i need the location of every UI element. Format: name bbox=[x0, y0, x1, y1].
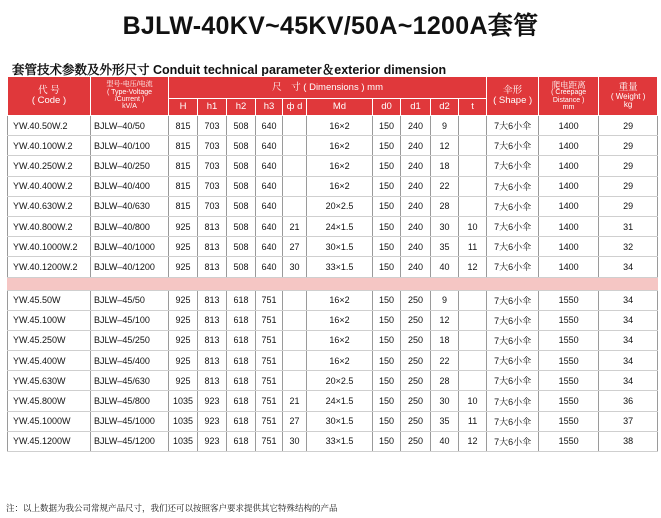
cell-h2: 618 bbox=[227, 411, 256, 431]
header-sub-t: t bbox=[459, 99, 487, 116]
cell-code: YW.40.250W.2 bbox=[8, 156, 91, 176]
cell-creepage: 1400 bbox=[539, 136, 599, 156]
cell-shape: 7大6小伞 bbox=[487, 196, 539, 216]
cell-h3: 640 bbox=[256, 257, 283, 277]
cell-code: YW.45.100W bbox=[8, 310, 91, 330]
table-row bbox=[8, 116, 658, 136]
cell-creepage: 1400 bbox=[539, 216, 599, 236]
cell-H: 815 bbox=[169, 156, 198, 176]
cell-h2: 618 bbox=[227, 371, 256, 391]
cell-code: YW.45.1000W bbox=[8, 411, 91, 431]
cell-h3: 751 bbox=[256, 310, 283, 330]
cell-code: YW.40.1200W.2 bbox=[8, 257, 91, 277]
table-row bbox=[8, 371, 658, 391]
cell-h2: 508 bbox=[227, 176, 256, 196]
cell-creepage: 1550 bbox=[539, 431, 599, 451]
table-row bbox=[8, 351, 658, 371]
cell-md: 16×2 bbox=[307, 310, 373, 330]
cell-h2: 618 bbox=[227, 330, 256, 350]
cell-creepage: 1550 bbox=[539, 310, 599, 330]
cell-weight: 34 bbox=[599, 257, 658, 277]
header-sub-phid: ф d bbox=[283, 99, 307, 116]
table-row bbox=[8, 196, 658, 216]
group-separator bbox=[8, 277, 658, 290]
header-shape bbox=[487, 77, 539, 116]
cell-type: BJLW–45/800 bbox=[91, 391, 169, 411]
cell-d1: 250 bbox=[401, 371, 431, 391]
cell-code: YW.45.400W bbox=[8, 351, 91, 371]
table-row bbox=[8, 431, 658, 451]
cell-d2: 28 bbox=[431, 371, 459, 391]
cell-t: 11 bbox=[459, 237, 487, 257]
cell-d2: 30 bbox=[431, 391, 459, 411]
cell-shape: 7大6小伞 bbox=[487, 237, 539, 257]
cell-d2: 35 bbox=[431, 411, 459, 431]
cell-creepage: 1400 bbox=[539, 257, 599, 277]
cell-h2: 508 bbox=[227, 116, 256, 136]
cell-h1: 813 bbox=[198, 290, 227, 310]
cell-d2: 35 bbox=[431, 237, 459, 257]
cell-shape: 7大6小伞 bbox=[487, 257, 539, 277]
cell-h1: 703 bbox=[198, 116, 227, 136]
cell-md: 30×1.5 bbox=[307, 411, 373, 431]
cell-phid bbox=[283, 310, 307, 330]
cell-d0: 150 bbox=[373, 391, 401, 411]
cell-h1: 813 bbox=[198, 330, 227, 350]
cell-d0: 150 bbox=[373, 290, 401, 310]
header-sub-h3: h3 bbox=[256, 99, 283, 116]
cell-shape: 7大6小伞 bbox=[487, 330, 539, 350]
cell-md: 16×2 bbox=[307, 330, 373, 350]
cell-type: BJLW–40/100 bbox=[91, 136, 169, 156]
cell-t: 12 bbox=[459, 431, 487, 451]
cell-d0: 150 bbox=[373, 116, 401, 136]
cell-h2: 618 bbox=[227, 391, 256, 411]
header-code-en: ( Code ) bbox=[31, 95, 67, 106]
cell-d1: 250 bbox=[401, 351, 431, 371]
cell-shape: 7大6小伞 bbox=[487, 290, 539, 310]
cell-d2: 9 bbox=[431, 290, 459, 310]
cell-h1: 703 bbox=[198, 176, 227, 196]
header-sub-h2: h2 bbox=[227, 99, 256, 116]
cell-creepage: 1550 bbox=[539, 391, 599, 411]
page-title: BJLW-40KV~45KV/50A~1200A套管 bbox=[122, 12, 539, 40]
cell-H: 815 bbox=[169, 116, 198, 136]
cell-d0: 150 bbox=[373, 310, 401, 330]
cell-t bbox=[459, 116, 487, 136]
cell-d0: 150 bbox=[373, 136, 401, 156]
cell-type: BJLW–40/1000 bbox=[91, 237, 169, 257]
table-row bbox=[8, 237, 658, 257]
header-type bbox=[91, 77, 169, 116]
cell-phid: 30 bbox=[283, 431, 307, 451]
header-type-en2: /Current ) bbox=[114, 96, 145, 103]
header-shape-en: ( Shape ) bbox=[493, 95, 533, 106]
cell-h2: 508 bbox=[227, 156, 256, 176]
cell-d1: 250 bbox=[401, 290, 431, 310]
cell-weight: 37 bbox=[599, 411, 658, 431]
cell-t: 10 bbox=[459, 216, 487, 236]
cell-phid bbox=[283, 136, 307, 156]
cell-d2: 30 bbox=[431, 216, 459, 236]
cell-H: 815 bbox=[169, 196, 198, 216]
cell-h2: 618 bbox=[227, 351, 256, 371]
cell-d1: 240 bbox=[401, 136, 431, 156]
cell-t bbox=[459, 290, 487, 310]
cell-creepage: 1550 bbox=[539, 330, 599, 350]
table-row bbox=[8, 257, 658, 277]
cell-d1: 240 bbox=[401, 116, 431, 136]
table-row bbox=[8, 290, 658, 310]
cell-type: BJLW–45/250 bbox=[91, 330, 169, 350]
cell-type: BJLW–45/1200 bbox=[91, 431, 169, 451]
cell-code: YW.40.1000W.2 bbox=[8, 237, 91, 257]
cell-code: YW.45.800W bbox=[8, 391, 91, 411]
cell-H: 1035 bbox=[169, 431, 198, 451]
cell-d0: 150 bbox=[373, 237, 401, 257]
cell-shape: 7大6小伞 bbox=[487, 310, 539, 330]
header-weight-en2: kg bbox=[623, 99, 633, 109]
cell-shape: 7大6小伞 bbox=[487, 156, 539, 176]
cell-h1: 923 bbox=[198, 431, 227, 451]
table-row bbox=[8, 391, 658, 411]
cell-h2: 618 bbox=[227, 431, 256, 451]
header-weight bbox=[599, 77, 658, 116]
cell-d1: 240 bbox=[401, 257, 431, 277]
cell-md: 24×1.5 bbox=[307, 216, 373, 236]
cell-d1: 250 bbox=[401, 391, 431, 411]
cell-h3: 640 bbox=[256, 237, 283, 257]
cell-creepage: 1400 bbox=[539, 116, 599, 136]
cell-H: 925 bbox=[169, 216, 198, 236]
cell-type: BJLW–40/250 bbox=[91, 156, 169, 176]
cell-h2: 618 bbox=[227, 310, 256, 330]
cell-d2: 18 bbox=[431, 330, 459, 350]
cell-phid: 21 bbox=[283, 216, 307, 236]
cell-h2: 508 bbox=[227, 257, 256, 277]
cell-t bbox=[459, 176, 487, 196]
header-sub-d1: d1 bbox=[401, 99, 431, 116]
cell-type: BJLW–45/50 bbox=[91, 290, 169, 310]
cell-weight: 34 bbox=[599, 290, 658, 310]
cell-h1: 703 bbox=[198, 196, 227, 216]
cell-h3: 640 bbox=[256, 136, 283, 156]
cell-creepage: 1550 bbox=[539, 351, 599, 371]
cell-d0: 150 bbox=[373, 371, 401, 391]
cell-h3: 640 bbox=[256, 216, 283, 236]
cell-d2: 22 bbox=[431, 351, 459, 371]
cell-weight: 29 bbox=[599, 116, 658, 136]
cell-d1: 240 bbox=[401, 176, 431, 196]
cell-d2: 18 bbox=[431, 156, 459, 176]
cell-md: 16×2 bbox=[307, 290, 373, 310]
cell-t bbox=[459, 196, 487, 216]
header-dimensions: 尺 寸 ( Dimensions ) mm bbox=[169, 77, 487, 99]
header-weight-cn: 重量 bbox=[618, 81, 638, 93]
header-creep-en3: mm bbox=[562, 104, 575, 112]
cell-h1: 813 bbox=[198, 351, 227, 371]
cell-md: 16×2 bbox=[307, 156, 373, 176]
cell-phid bbox=[283, 371, 307, 391]
cell-md: 20×2.5 bbox=[307, 196, 373, 216]
cell-H: 925 bbox=[169, 237, 198, 257]
header-sub-d2: d2 bbox=[431, 99, 459, 116]
cell-h2: 508 bbox=[227, 196, 256, 216]
header-sub-md: Md bbox=[307, 99, 373, 116]
cell-type: BJLW–45/1000 bbox=[91, 411, 169, 431]
cell-d0: 150 bbox=[373, 156, 401, 176]
cell-creepage: 1400 bbox=[539, 237, 599, 257]
cell-md: 33×1.5 bbox=[307, 257, 373, 277]
cell-md: 16×2 bbox=[307, 351, 373, 371]
cell-type: BJLW–40/400 bbox=[91, 176, 169, 196]
cell-H: 1035 bbox=[169, 411, 198, 431]
cell-shape: 7大6小伞 bbox=[487, 216, 539, 236]
cell-d0: 150 bbox=[373, 196, 401, 216]
cell-h1: 923 bbox=[198, 411, 227, 431]
header-type-cn: 型号-电压/电流 bbox=[106, 81, 153, 89]
cell-weight: 29 bbox=[599, 136, 658, 156]
cell-d1: 250 bbox=[401, 411, 431, 431]
cell-d2: 12 bbox=[431, 136, 459, 156]
cell-code: YW.40.50W.2 bbox=[8, 116, 91, 136]
header-creep-en2: Distance ) bbox=[552, 96, 585, 104]
cell-weight: 34 bbox=[599, 371, 658, 391]
table-row bbox=[8, 330, 658, 350]
cell-md: 24×1.5 bbox=[307, 391, 373, 411]
cell-type: BJLW–40/1200 bbox=[91, 257, 169, 277]
cell-weight: 32 bbox=[599, 237, 658, 257]
cell-creepage: 1550 bbox=[539, 290, 599, 310]
header-shape-cn: 伞形 bbox=[503, 85, 523, 97]
header-sub-d0: d0 bbox=[373, 99, 401, 116]
header-creep-en1: ( Creepage bbox=[551, 89, 587, 97]
cell-H: 815 bbox=[169, 136, 198, 156]
cell-type: BJLW–45/400 bbox=[91, 351, 169, 371]
cell-H: 1035 bbox=[169, 391, 198, 411]
cell-code: YW.40.800W.2 bbox=[8, 216, 91, 236]
cell-shape: 7大6小伞 bbox=[487, 136, 539, 156]
cell-h2: 508 bbox=[227, 216, 256, 236]
cell-type: BJLW–40/800 bbox=[91, 216, 169, 236]
cell-d0: 150 bbox=[373, 176, 401, 196]
separator-cell bbox=[8, 277, 658, 290]
cell-t bbox=[459, 351, 487, 371]
cell-phid bbox=[283, 290, 307, 310]
cell-h3: 751 bbox=[256, 330, 283, 350]
header-creepage bbox=[539, 77, 599, 116]
table-caption: 套管技术参数及外形尺寸 Conduit technical parameter＆exterior dimension bbox=[12, 63, 447, 77]
cell-d0: 150 bbox=[373, 330, 401, 350]
cell-h3: 751 bbox=[256, 371, 283, 391]
cell-h3: 640 bbox=[256, 196, 283, 216]
cell-d0: 150 bbox=[373, 411, 401, 431]
cell-md: 16×2 bbox=[307, 176, 373, 196]
table-body bbox=[8, 116, 658, 452]
cell-code: YW.45.630W bbox=[8, 371, 91, 391]
cell-d1: 240 bbox=[401, 156, 431, 176]
cell-d2: 12 bbox=[431, 310, 459, 330]
cell-h3: 640 bbox=[256, 176, 283, 196]
cell-h3: 751 bbox=[256, 391, 283, 411]
cell-md: 20×2.5 bbox=[307, 371, 373, 391]
cell-H: 925 bbox=[169, 371, 198, 391]
cell-phid: 27 bbox=[283, 411, 307, 431]
cell-h3: 640 bbox=[256, 156, 283, 176]
cell-shape: 7大6小伞 bbox=[487, 176, 539, 196]
cell-code: YW.40.400W.2 bbox=[8, 176, 91, 196]
cell-weight: 34 bbox=[599, 330, 658, 350]
cell-h3: 640 bbox=[256, 116, 283, 136]
cell-d1: 250 bbox=[401, 310, 431, 330]
cell-H: 815 bbox=[169, 176, 198, 196]
cell-type: BJLW–40/630 bbox=[91, 196, 169, 216]
cell-h1: 813 bbox=[198, 216, 227, 236]
cell-H: 925 bbox=[169, 351, 198, 371]
cell-creepage: 1400 bbox=[539, 176, 599, 196]
cell-d1: 250 bbox=[401, 431, 431, 451]
cell-creepage: 1550 bbox=[539, 411, 599, 431]
cell-shape: 7大6小伞 bbox=[487, 351, 539, 371]
header-creep-cn: 爬电距离 bbox=[551, 79, 586, 90]
cell-md: 30×1.5 bbox=[307, 237, 373, 257]
cell-h1: 813 bbox=[198, 310, 227, 330]
cell-d2: 40 bbox=[431, 257, 459, 277]
cell-md: 16×2 bbox=[307, 116, 373, 136]
cell-h1: 813 bbox=[198, 237, 227, 257]
cell-t bbox=[459, 156, 487, 176]
table-row bbox=[8, 176, 658, 196]
cell-d0: 150 bbox=[373, 216, 401, 236]
cell-h3: 751 bbox=[256, 351, 283, 371]
cell-code: YW.45.250W bbox=[8, 330, 91, 350]
cell-t bbox=[459, 136, 487, 156]
cell-weight: 29 bbox=[599, 176, 658, 196]
cell-d1: 250 bbox=[401, 330, 431, 350]
cell-h1: 813 bbox=[198, 371, 227, 391]
cell-h2: 508 bbox=[227, 136, 256, 156]
cell-phid bbox=[283, 330, 307, 350]
cell-d2: 28 bbox=[431, 196, 459, 216]
cell-md: 16×2 bbox=[307, 136, 373, 156]
cell-type: BJLW–40/50 bbox=[91, 116, 169, 136]
cell-phid bbox=[283, 156, 307, 176]
cell-shape: 7大6小伞 bbox=[487, 116, 539, 136]
cell-t: 10 bbox=[459, 391, 487, 411]
header-sub-H: H bbox=[169, 99, 198, 116]
cell-t bbox=[459, 310, 487, 330]
cell-h2: 618 bbox=[227, 290, 256, 310]
cell-H: 925 bbox=[169, 257, 198, 277]
cell-d0: 150 bbox=[373, 257, 401, 277]
cell-code: YW.40.630W.2 bbox=[8, 196, 91, 216]
cell-H: 925 bbox=[169, 310, 198, 330]
cell-d2: 40 bbox=[431, 431, 459, 451]
cell-d2: 22 bbox=[431, 176, 459, 196]
cell-h1: 923 bbox=[198, 391, 227, 411]
cell-weight: 29 bbox=[599, 156, 658, 176]
cell-t bbox=[459, 330, 487, 350]
cell-h3: 751 bbox=[256, 431, 283, 451]
cell-d2: 9 bbox=[431, 116, 459, 136]
cell-code: YW.40.100W.2 bbox=[8, 136, 91, 156]
cell-weight: 36 bbox=[599, 391, 658, 411]
cell-shape: 7大6小伞 bbox=[487, 371, 539, 391]
cell-type: BJLW–45/630 bbox=[91, 371, 169, 391]
cell-weight: 34 bbox=[599, 351, 658, 371]
table-row bbox=[8, 411, 658, 431]
cell-h1: 703 bbox=[198, 136, 227, 156]
cell-h1: 813 bbox=[198, 257, 227, 277]
cell-d0: 150 bbox=[373, 431, 401, 451]
cell-H: 925 bbox=[169, 330, 198, 350]
table-row bbox=[8, 216, 658, 236]
cell-weight: 34 bbox=[599, 310, 658, 330]
cell-weight: 29 bbox=[599, 196, 658, 216]
cell-h1: 703 bbox=[198, 156, 227, 176]
cell-d0: 150 bbox=[373, 351, 401, 371]
cell-t bbox=[459, 371, 487, 391]
cell-shape: 7大6小伞 bbox=[487, 391, 539, 411]
cell-phid bbox=[283, 196, 307, 216]
cell-phid: 21 bbox=[283, 391, 307, 411]
cell-h3: 751 bbox=[256, 290, 283, 310]
cell-t: 12 bbox=[459, 257, 487, 277]
header-code bbox=[8, 77, 91, 116]
cell-d1: 240 bbox=[401, 216, 431, 236]
cell-h2: 508 bbox=[227, 237, 256, 257]
header-sub-h1: h1 bbox=[198, 99, 227, 116]
table-row bbox=[8, 156, 658, 176]
cell-d1: 240 bbox=[401, 237, 431, 257]
cell-creepage: 1550 bbox=[539, 371, 599, 391]
cell-creepage: 1400 bbox=[539, 196, 599, 216]
cell-h3: 751 bbox=[256, 411, 283, 431]
cell-creepage: 1400 bbox=[539, 156, 599, 176]
cell-shape: 7大6小伞 bbox=[487, 431, 539, 451]
footnote: 注：以上数据为我公司常规产品尺寸，我们还可以按照客户要求提供其它特殊结构的产品 bbox=[6, 503, 338, 513]
header-code-cn: 代 号 bbox=[38, 85, 60, 97]
cell-phid: 30 bbox=[283, 257, 307, 277]
header-type-en1: ( Type-Voltage bbox=[106, 88, 152, 96]
cell-phid bbox=[283, 176, 307, 196]
spec-table bbox=[7, 76, 658, 452]
table-row bbox=[8, 310, 658, 330]
cell-weight: 31 bbox=[599, 216, 658, 236]
cell-H: 925 bbox=[169, 290, 198, 310]
header-weight-en1: ( Weight ) bbox=[610, 91, 646, 101]
cell-d1: 240 bbox=[401, 196, 431, 216]
cell-type: BJLW–45/100 bbox=[91, 310, 169, 330]
cell-phid: 27 bbox=[283, 237, 307, 257]
cell-code: YW.45.50W bbox=[8, 290, 91, 310]
header-type-en3: kV/A bbox=[122, 103, 137, 111]
table-row bbox=[8, 136, 658, 156]
cell-phid bbox=[283, 116, 307, 136]
cell-code: YW.45.1200W bbox=[8, 431, 91, 451]
cell-t: 11 bbox=[459, 411, 487, 431]
cell-md: 33×1.5 bbox=[307, 431, 373, 451]
cell-shape: 7大6小伞 bbox=[487, 411, 539, 431]
cell-weight: 38 bbox=[599, 431, 658, 451]
cell-phid bbox=[283, 351, 307, 371]
